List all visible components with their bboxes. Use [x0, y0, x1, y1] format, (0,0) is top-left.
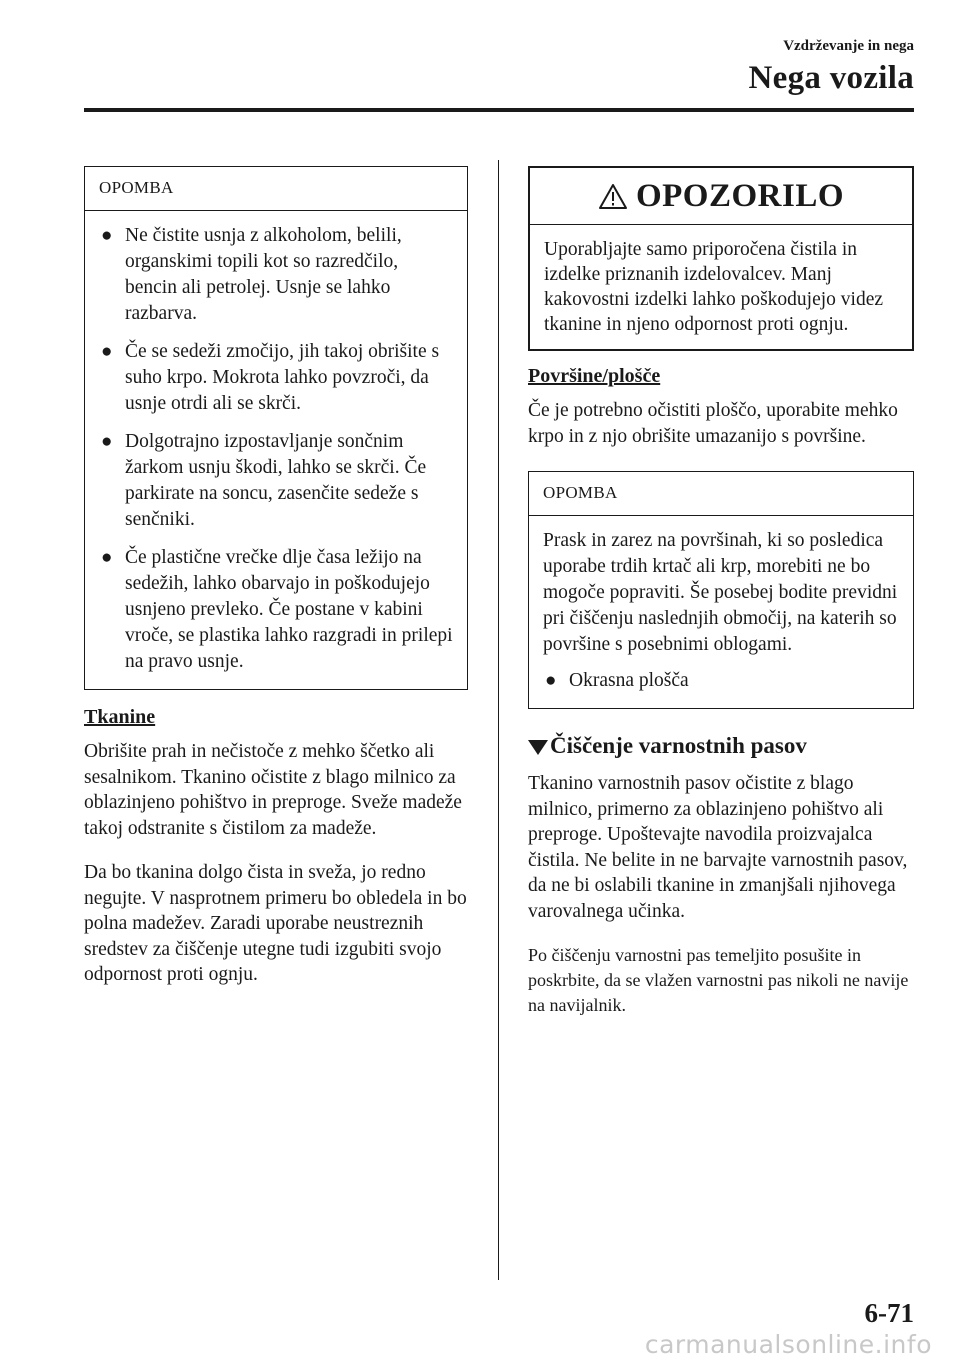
- list-item: ● Ne čistite usnja z alkoholom, belili, organskimi topili kot so razredčilo, bencin ali petrolej. Usnje se lahko razbarva.: [101, 225, 402, 324]
- bullet-dot-icon: ●: [101, 431, 113, 452]
- warning-box: [528, 166, 914, 351]
- belts-paragraph-2: Po čiščenju varnostni pas temeljito posušite in poskrbite, da se vlažen varnostni pas nikoli ne navije na navijalnik.: [528, 945, 909, 1015]
- note-heading: OPOMBA: [85, 167, 467, 211]
- note-text: Prask in zarez na površinah, ki so posledica uporabe trdih krtač ali krp, morebiti ne bo mogoče popraviti. Še posebej bodite previdni pri čiščenju naslednjih območij, na katerih so površine s posebnimi oblogami.: [543, 530, 898, 655]
- column-divider: [498, 160, 499, 1280]
- note-box-surfaces: [528, 471, 914, 709]
- fabric-heading: Tkanine: [84, 706, 156, 728]
- note-box-leather: [84, 166, 468, 690]
- page-title: Nega vozila: [748, 60, 914, 96]
- watermark: carmanualsonline.info: [644, 1330, 932, 1359]
- bullet-dot-icon: ●: [101, 225, 113, 246]
- triangle-down-icon: [528, 740, 548, 755]
- note-heading: OPOMBA: [529, 472, 913, 516]
- header-rule: [84, 108, 914, 112]
- bullet-dot-icon: ●: [101, 547, 113, 568]
- surface-heading: Površine/plošče: [528, 365, 661, 387]
- warning-triangle-icon: [598, 183, 628, 210]
- note-bullet-list: [99, 223, 453, 675]
- page-number: 6-71: [864, 1298, 914, 1328]
- chapter-label: Vzdrževanje in nega: [783, 38, 914, 54]
- note-body: [529, 516, 913, 708]
- surface-paragraph: Če je potrebno očistiti ploščo, uporabite mehko krpo in z njo obrišite umazanijo s površine.: [528, 400, 898, 447]
- list-item: ● Če plastične vrečke dlje časa ležijo na sedežih, lahko obarvajo in poškodujejo usnjeno prevleko. Če postane v kabini vroče, se plastika lahko razgradi in prilepi na pravo usnje.: [101, 547, 453, 672]
- belts-paragraph-1: Tkanino varnostnih pasov očistite z blago milnico, primerno za oblazinjeno pohištvo ali preproge. Upoštevajte navodila proizvajalca čistila. Ne belite in ne barvajte varnostnih pasov, da ne bi oslabili tkanine in zmanjšali njihovega varovalnega učinka.: [528, 773, 908, 922]
- fabric-paragraph-1: Obrišite prah in nečistoče z mehko ščetko ali sesalnikom. Tkanino očistite z blago milnico za oblazinjeno pohištvo in preproge. Sveže madeže takoj odstranite s čistilom za madeže.: [84, 741, 462, 839]
- list-item: ● Dolgotrajno izpostavljanje sončnim žarkom usnju škodi, lahko se skrči. Če parkirate na soncu, zasenčite sedeže s senčniki.: [101, 431, 427, 530]
- warning-text: Uporabljajte samo priporočena čistila in izdelke priznanih izdelovalcev. Manj kakovostni izdelki lahko poškodujejo videz tkanine in njeno odpornost proti ognju.: [544, 239, 884, 335]
- list-item: ● Če se sedeži zmočijo, jih takoj obrišite s suho krpo. Mokrota lahko povzroči, da usnje otrdi ali se skrči.: [101, 341, 440, 414]
- bullet-dot-icon: ●: [545, 670, 557, 691]
- belts-heading: Čiščenje varnostnih pasov: [528, 733, 914, 759]
- right-column: [528, 166, 914, 1037]
- fabric-paragraph-2: Da bo tkanina dolgo čista in sveža, jo redno negujte. V nasprotnem primeru bo obledela in bo polna madežev. Zaradi uporabe neustreznih sredstev za čiščenje utegne tudi izgubiti svojo odpornost proti ognju.: [84, 862, 467, 985]
- warning-title: OPOZORILO: [635, 178, 845, 214]
- bullet-dot-icon: ●: [101, 341, 113, 362]
- warning-header: [530, 168, 912, 225]
- list-item: ● Okrasna plošča: [543, 668, 899, 694]
- note-body: [85, 211, 467, 689]
- left-column: [84, 166, 468, 1007]
- note-bullet-list: [543, 668, 899, 694]
